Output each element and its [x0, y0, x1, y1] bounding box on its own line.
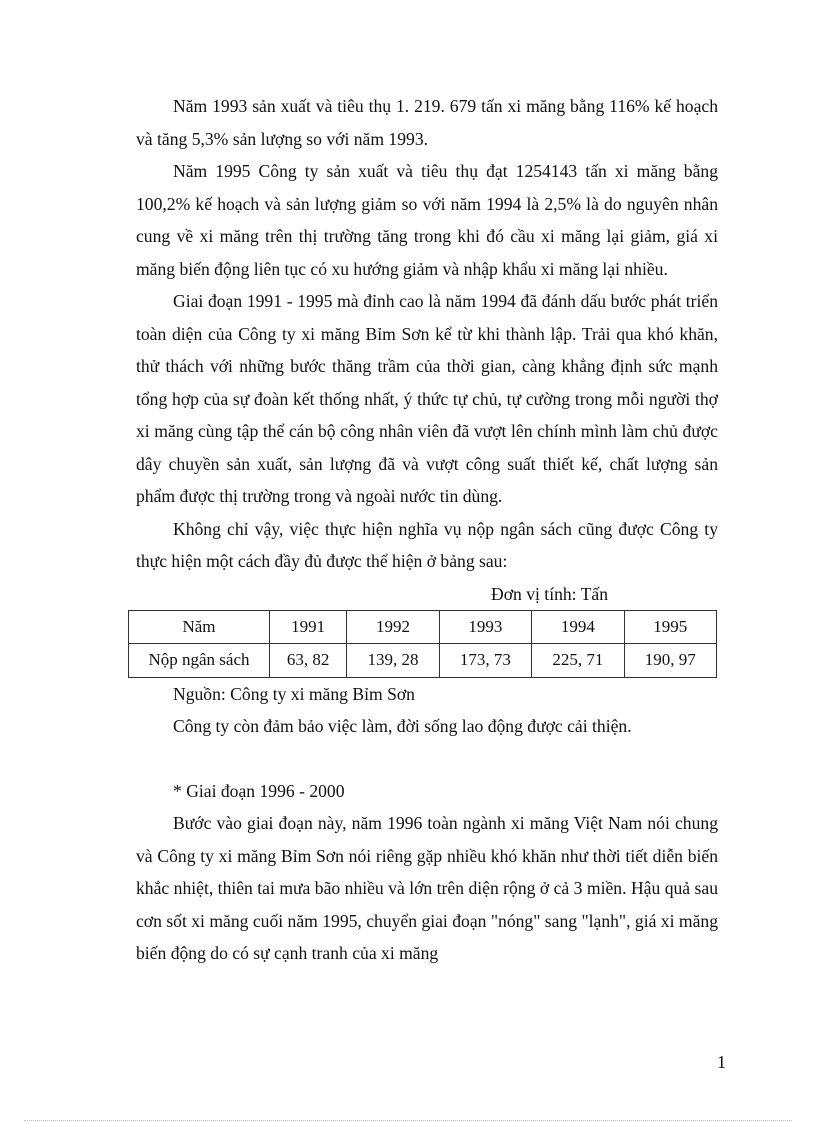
table-header-cell: Năm: [129, 610, 270, 644]
paragraph-budget-intro: Không chỉ vậy, việc thực hiện nghĩa vụ nộp ngân sách cũng được Công ty thực hiện một cách đầy đủ được thể hiện ở bảng sau:: [136, 518, 718, 571]
table-cell: 225, 71: [532, 644, 624, 678]
table-cell: 139, 28: [347, 644, 439, 678]
paragraph-employment: Công ty còn đảm bảo việc làm, đời sống lao động được cải thiện.: [173, 716, 632, 736]
table-header-cell: 1994: [532, 610, 624, 644]
table-row: [129, 644, 717, 678]
page-number: 1: [717, 1052, 726, 1072]
table-cell: 173, 73: [439, 644, 531, 678]
table-unit-label: Đơn vị tính: Tấn: [491, 583, 608, 604]
table-cell: 190, 97: [624, 644, 716, 678]
table-header-cell: 1993: [439, 610, 531, 644]
paragraph-1995: Năm 1995 Công ty sản xuất và tiêu thụ đạt 1254143 tấn xi măng bằng 100,2% kế hoạch và sản lượng giảm so với năm 1994 là 2,5% là do nguyên nhân cung về xi măng trên thị trường tăng trong khi đó cầu xi măng lại giảm, giá xi măng biến động liên tục có xu hướng giảm và nhập khẩu xi măng lại nhiều.: [136, 161, 718, 279]
document-page: [136, 90, 718, 970]
page-bottom-divider: [24, 1120, 792, 1121]
budget-table: [128, 610, 717, 678]
table-header-cell: 1991: [270, 610, 347, 644]
paragraph-1991-1995: Giai đoạn 1991 - 1995 mà đỉnh cao là năm 1994 đã đánh dấu bước phát triển toàn diện của Công ty xi măng Bỉm Sơn kể từ khi thành lập. Trải qua khó khăn, thử thách với những bước thăng trầm của thời gian, càng khẳng định sức mạnh tổng hợp của sự đoàn kết thống nhất, ý thức tự chủ, tự cường trong mỗi người thợ xi măng cùng tập thể cán bộ công nhân viên đã vượt lên chính mình làm chủ được dây chuyền sản xuất, sản lượng đã và vượt công suất thiết kế, chất lượng sản phẩm được thị trường trong và ngoài nước tin dùng.: [136, 291, 718, 506]
table-header-row: [129, 610, 717, 644]
table-header-cell: 1992: [347, 610, 439, 644]
paragraph-1996: Bước vào giai đoạn này, năm 1996 toàn ngành xi măng Việt Nam nói chung và Công ty xi măng Bỉm Sơn nói riêng gặp nhiều khó khăn như thời tiết diễn biến khắc nhiệt, thiên tai mưa bão nhiều và lớn trên diện rộng ở cả 3 miền. Hậu quả sau cơn sốt xi măng cuối năm 1995, chuyển giai đoạn "nóng" sang "lạnh", giá xi măng biến động do có sự cạnh tranh của xi măng: [136, 813, 718, 963]
table-header-cell: 1995: [624, 610, 716, 644]
table-cell: Nộp ngân sách: [129, 644, 270, 678]
section-heading: * Giai đoạn 1996 - 2000: [173, 780, 345, 801]
blank-line: [136, 743, 718, 775]
paragraph-1993: Năm 1993 sản xuất và tiêu thụ 1. 219. 679 tấn xi măng bằng 116% kế hoạch và tăng 5,3% sản lượng so với năm 1993.: [136, 96, 718, 149]
table-cell: 63, 82: [270, 644, 347, 678]
table-source: Nguồn: Công ty xi măng Bỉm Sơn: [173, 683, 415, 704]
